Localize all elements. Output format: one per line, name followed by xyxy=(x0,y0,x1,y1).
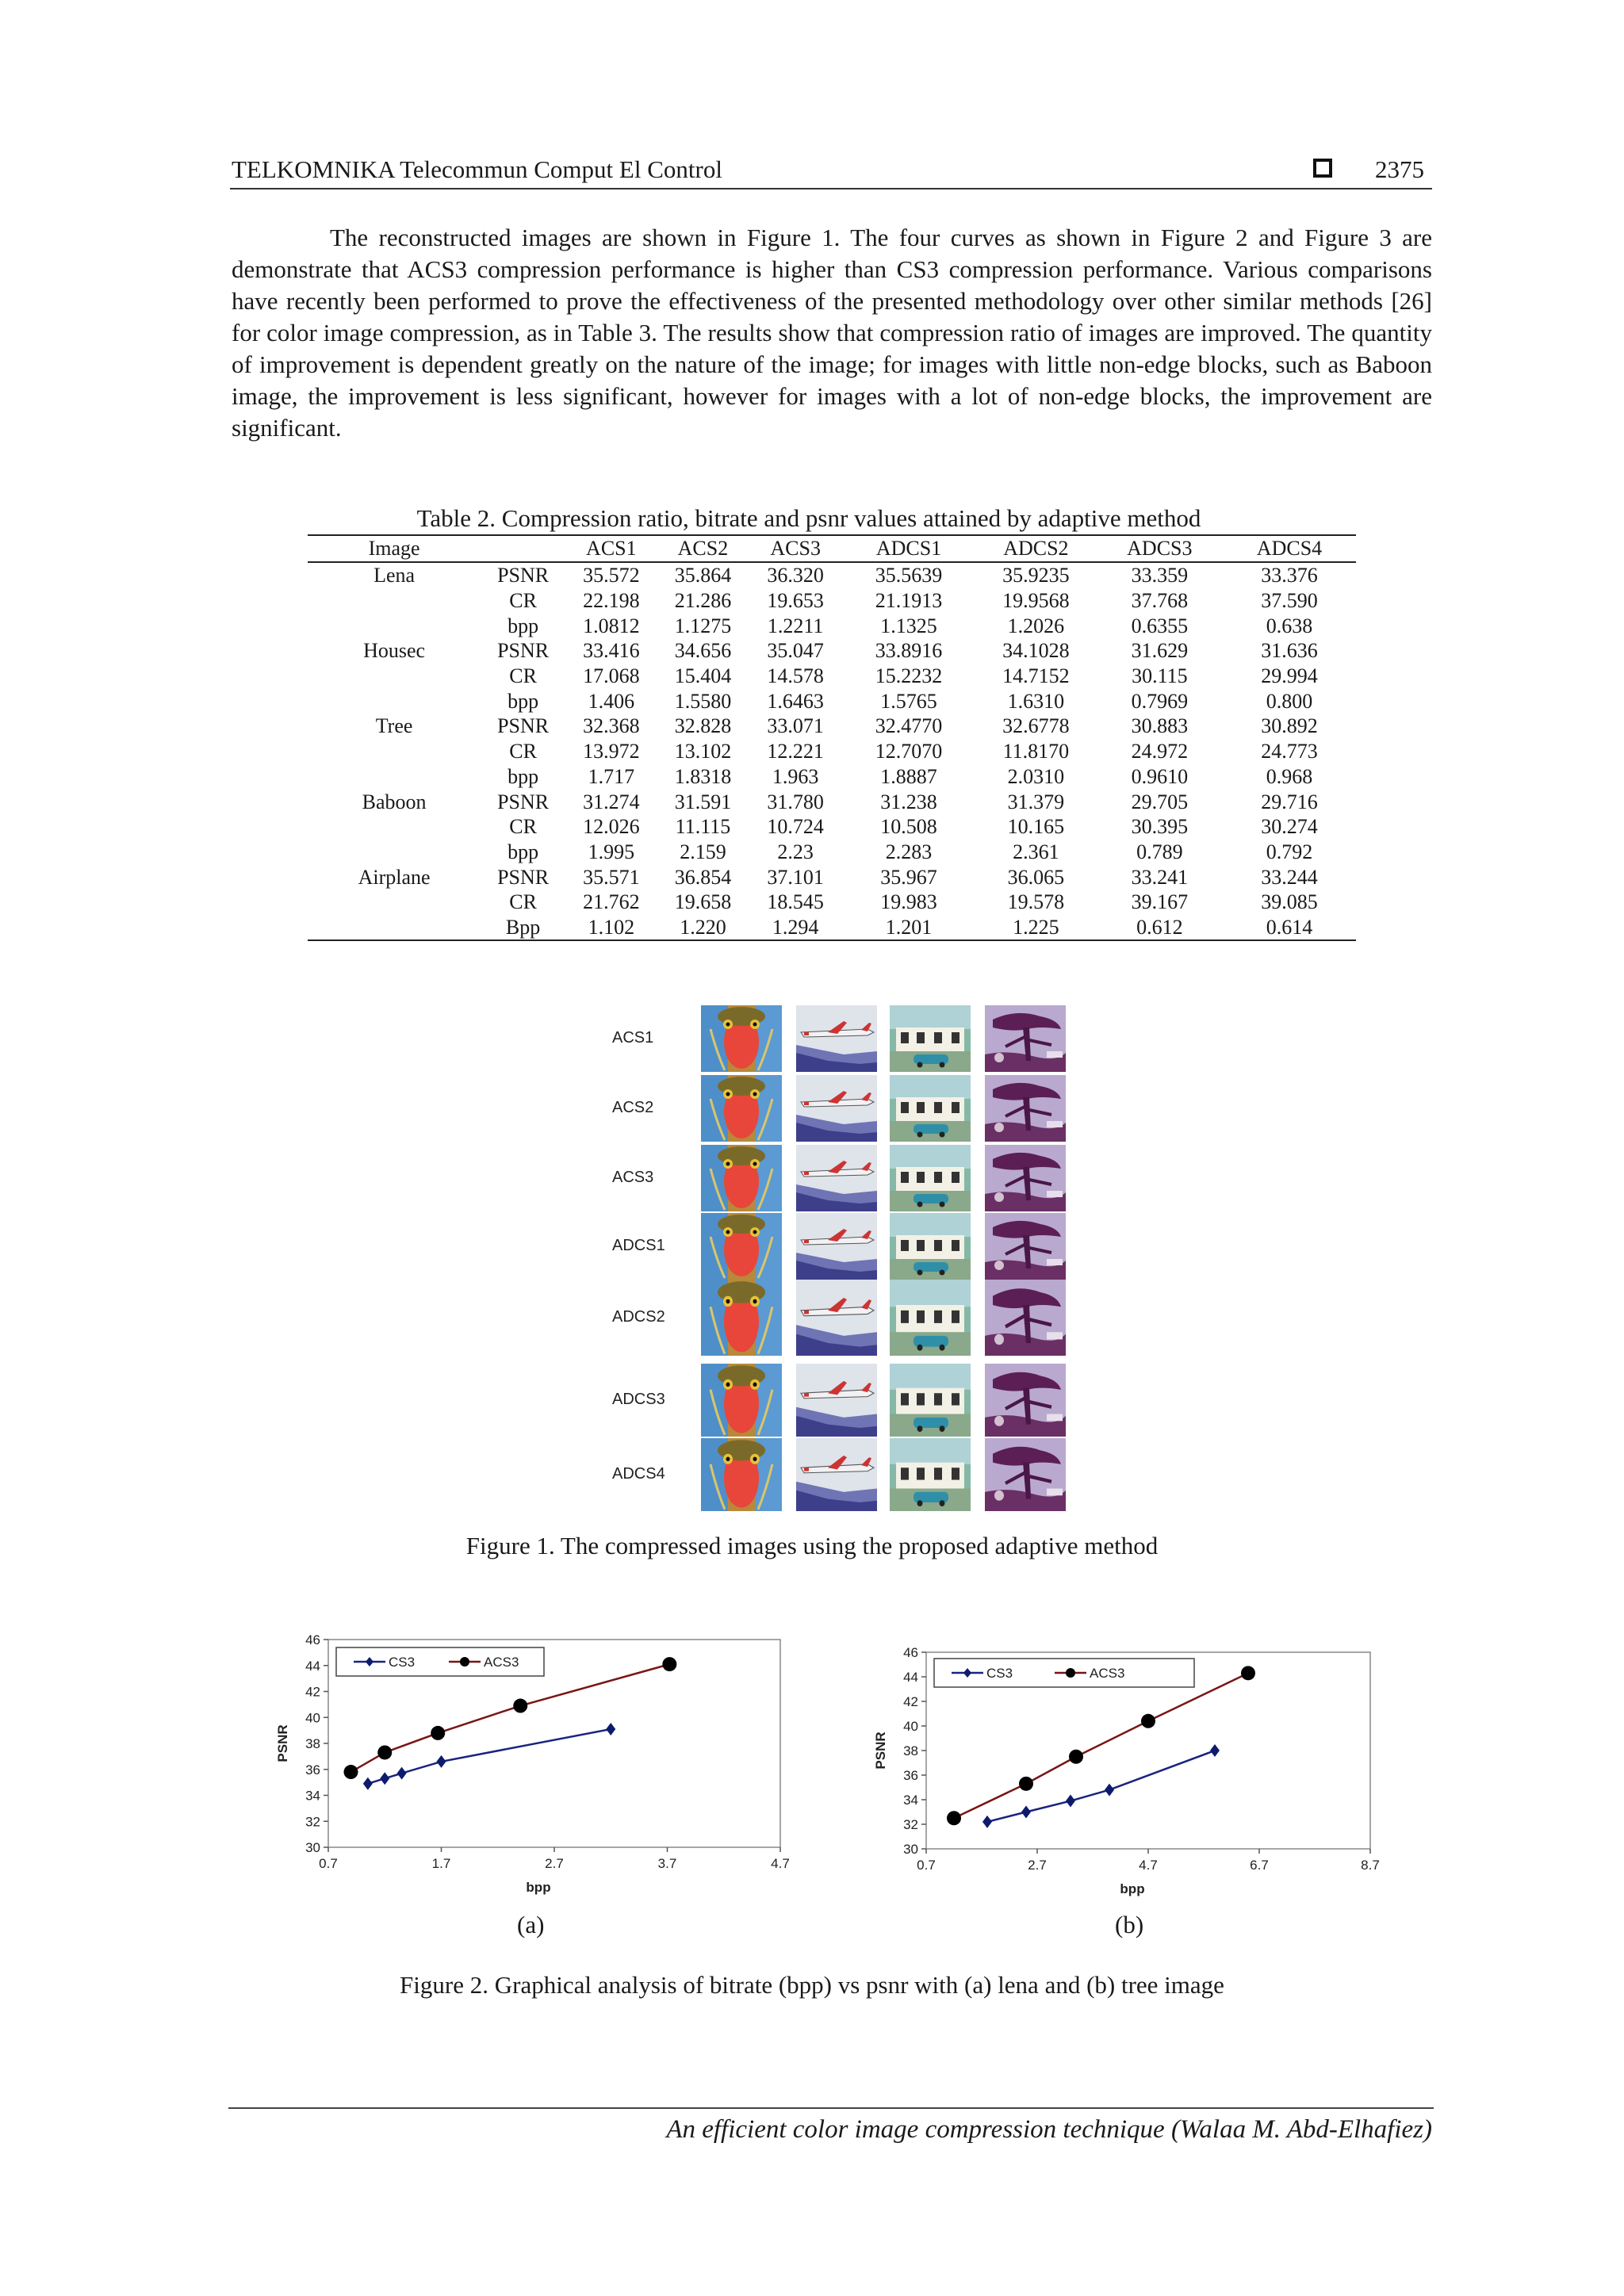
data-point-acs3 xyxy=(662,1657,676,1671)
table-cell: 33.8916 xyxy=(875,639,943,663)
table-cell xyxy=(308,814,481,840)
x-tick-label: 1.7 xyxy=(431,1856,451,1871)
table-cell: Housec xyxy=(363,639,426,663)
table-cell: 24.773 xyxy=(1261,740,1318,763)
table-cell: 31.629 xyxy=(1131,639,1189,663)
table-cell: 1.5765 xyxy=(880,689,937,713)
table-cell: bpp xyxy=(508,689,539,713)
table-header-cell: ADCS1 xyxy=(842,535,975,562)
table-cell: 33.244 xyxy=(1261,865,1318,889)
tree-thumbnail xyxy=(985,1213,1066,1280)
table-cell: 29.705 xyxy=(1131,790,1189,813)
table-cell: 35.967 xyxy=(880,865,937,889)
table-row xyxy=(308,688,1356,714)
table-row xyxy=(308,864,1356,890)
y-tick-label: 32 xyxy=(903,1817,918,1832)
x-tick-label: 3.7 xyxy=(657,1856,677,1871)
table-cell: 1.717 xyxy=(588,764,635,788)
table-cell: 35.5639 xyxy=(875,564,943,587)
baboon-thumbnail xyxy=(701,1438,782,1511)
table-cell xyxy=(308,764,481,790)
table-row xyxy=(308,638,1356,664)
table-cell: 1.8318 xyxy=(674,764,732,788)
y-tick-label: 30 xyxy=(305,1840,320,1855)
table-cell: 30.395 xyxy=(1131,815,1189,839)
table-cell: 1.995 xyxy=(588,840,635,863)
y-tick-label: 36 xyxy=(305,1762,320,1777)
subfigure-label-a: (a) xyxy=(517,1911,545,1938)
table-cell: 19.9568 xyxy=(1002,589,1070,613)
table-row xyxy=(308,814,1356,840)
table-cell xyxy=(308,890,481,915)
table-cell: 22.198 xyxy=(583,589,640,613)
table-row xyxy=(308,562,1356,588)
table-cell: 0.614 xyxy=(1223,915,1356,941)
table-cell: 0.612 xyxy=(1097,915,1223,941)
table-cell: 12.026 xyxy=(583,815,640,839)
table-cell: PSNR xyxy=(497,790,550,813)
paragraph: The reconstructed images are shown in Figure 1. The four curves as shown in Figure 2 and Figure 3 are demonstrate that ACS3 compression performance is higher than CS3 compression performance. Various comparisons have recently been performed to prove the effectiveness of the presented methodology over other similar methods [26] for color image compression, as in Table 3. The results show that compression ratio of images are improved. The quantity of improvement is dependent greatly on the nature of the image; for images with little non-edge blocks, such as Baboon image, the improvement is less significant, however for images with a lot of non-edge blocks, the improvement are significant. xyxy=(232,224,1432,442)
data-point-acs3 xyxy=(1069,1750,1083,1764)
table-cell: 1.220 xyxy=(657,915,749,941)
table-cell: 35.047 xyxy=(767,639,824,663)
table-cell: 19.658 xyxy=(674,890,732,914)
table-cell: 36.854 xyxy=(674,865,732,889)
y-tick-label: 30 xyxy=(903,1842,918,1857)
footer-divider xyxy=(228,2107,1434,2109)
table-caption-text: Table 2. Compression ratio, bitrate and psnr values attained by adaptive method xyxy=(416,504,1201,532)
table-header-cell: ACS3 xyxy=(749,535,842,562)
table-cell: PSNR xyxy=(497,714,550,738)
figure1-row-label: ADCS3 xyxy=(612,1391,665,1408)
table-cell: 2.159 xyxy=(680,840,726,863)
data-point-acs3 xyxy=(513,1699,527,1713)
subfigure-label-b: (b) xyxy=(1115,1911,1144,1938)
footer-text: An efficient color image compression technique (Walaa M. Abd-Elhafiez) xyxy=(666,2115,1432,2144)
legend-label: CS3 xyxy=(389,1655,416,1670)
table-cell xyxy=(308,739,481,764)
table-cell: 30.883 xyxy=(1131,714,1189,738)
table-row xyxy=(308,739,1356,764)
legend-label: CS3 xyxy=(986,1666,1013,1681)
table-row xyxy=(308,890,1356,915)
table-cell: 1.0812 xyxy=(583,614,640,637)
tree-thumbnail xyxy=(985,1145,1066,1211)
table-cell: 15.404 xyxy=(674,664,732,688)
figure2-caption: Figure 2. Graphical analysis of bitrate (bpp) vs psnr with (a) lena and (b) tree image xyxy=(400,1971,1224,1999)
table-caption xyxy=(0,504,1624,533)
baboon-thumbnail xyxy=(701,1213,782,1280)
tree-thumbnail xyxy=(985,1075,1066,1142)
square-bullet-icon xyxy=(1313,159,1332,178)
airplane-thumbnail xyxy=(796,1075,877,1142)
figure1-row-label: ACS2 xyxy=(612,1099,654,1116)
table-cell: 19.653 xyxy=(767,589,824,613)
table-cell: Tree xyxy=(375,714,413,738)
y-tick-label: 38 xyxy=(305,1736,320,1751)
legend-label: ACS3 xyxy=(1090,1666,1125,1681)
table-cell: 30.115 xyxy=(1132,664,1188,688)
table-cell: 1.102 xyxy=(565,915,657,941)
legend-marker xyxy=(460,1657,469,1667)
body-text xyxy=(232,222,1432,444)
table-cell: 1.225 xyxy=(975,915,1097,941)
table-cell: 1.201 xyxy=(842,915,975,941)
table-cell: 21.762 xyxy=(583,890,640,914)
y-tick-label: 42 xyxy=(903,1694,918,1709)
table-cell: 35.571 xyxy=(583,865,640,889)
baboon-thumbnail xyxy=(701,1145,782,1211)
x-tick-label: 2.7 xyxy=(545,1856,564,1871)
table-cell: 19.578 xyxy=(1007,890,1065,914)
table-cell xyxy=(308,588,481,614)
airplane-thumbnail xyxy=(796,1005,877,1072)
table-cell: 32.828 xyxy=(674,714,732,738)
table-cell: 31.238 xyxy=(880,790,937,813)
tree-thumbnail xyxy=(985,1280,1066,1356)
table-cell: 32.6778 xyxy=(1002,714,1070,738)
y-axis-label: PSNR xyxy=(873,1732,888,1770)
tree-thumbnail xyxy=(985,1364,1066,1437)
table-cell xyxy=(308,664,481,689)
legend-label: ACS3 xyxy=(484,1655,519,1670)
table-cell: 36.320 xyxy=(767,564,824,587)
data-point-acs3 xyxy=(1019,1777,1033,1791)
table-cell: 14.7152 xyxy=(1002,664,1070,688)
y-tick-label: 46 xyxy=(305,1632,320,1647)
table-cell: 30.274 xyxy=(1261,815,1318,839)
baboon-thumbnail xyxy=(701,1364,782,1437)
table-cell: 21.286 xyxy=(674,589,732,613)
y-axis-label: PSNR xyxy=(275,1724,290,1762)
table-cell: 31.379 xyxy=(1007,790,1065,813)
table-cell: 30.892 xyxy=(1261,714,1318,738)
table-row xyxy=(308,588,1356,614)
y-tick-label: 32 xyxy=(305,1814,320,1830)
table-cell: 24.972 xyxy=(1131,740,1189,763)
table-cell: 33.071 xyxy=(767,714,824,738)
table-cell: bpp xyxy=(508,614,539,637)
table-cell: 35.572 xyxy=(583,564,640,587)
table-cell: 11.115 xyxy=(675,815,731,839)
data-point-acs3 xyxy=(377,1745,392,1759)
house-thumbnail xyxy=(890,1145,971,1211)
table-cell: 10.724 xyxy=(767,815,824,839)
baboon-thumbnail xyxy=(701,1280,782,1356)
y-tick-label: 44 xyxy=(903,1670,918,1685)
table-cell: 37.101 xyxy=(767,865,824,889)
table-cell: 34.1028 xyxy=(1002,639,1070,663)
y-tick-label: 46 xyxy=(903,1645,918,1660)
data-point-acs3 xyxy=(1241,1666,1255,1680)
table-cell: 33.241 xyxy=(1131,865,1189,889)
x-tick-label: 8.7 xyxy=(1361,1858,1380,1873)
baboon-thumbnail xyxy=(701,1005,782,1072)
data-point-acs3 xyxy=(431,1726,445,1740)
y-tick-label: 34 xyxy=(903,1793,918,1808)
table-cell: 12.7070 xyxy=(875,740,943,763)
airplane-thumbnail xyxy=(796,1364,877,1437)
table-row xyxy=(308,915,1356,941)
table-cell: 18.545 xyxy=(767,890,824,914)
y-tick-label: 34 xyxy=(305,1788,320,1804)
x-tick-label: 0.7 xyxy=(917,1858,936,1873)
x-tick-label: 6.7 xyxy=(1250,1858,1269,1873)
table-cell: 33.376 xyxy=(1261,564,1318,587)
table-cell: 0.638 xyxy=(1266,614,1313,637)
figure1-row-label: ADCS4 xyxy=(612,1465,665,1483)
table-header-cell: Image xyxy=(308,535,481,562)
table-cell: Airplane xyxy=(358,865,431,889)
table-cell: 2.283 xyxy=(885,840,933,863)
table-cell: 2.0310 xyxy=(1007,764,1065,788)
chart-a xyxy=(270,1624,793,1909)
data-point-acs3 xyxy=(344,1765,358,1779)
table-cell: 14.578 xyxy=(767,664,824,688)
house-thumbnail xyxy=(890,1438,971,1511)
results-table xyxy=(308,534,1356,941)
house-thumbnail xyxy=(890,1213,971,1280)
chart-b xyxy=(864,1632,1388,1909)
x-axis-label: bpp xyxy=(1120,1881,1145,1896)
table-cell: bpp xyxy=(508,840,539,863)
journal-title: TELKOMNIKA Telecommun Comput El Control xyxy=(232,155,722,183)
table-cell: 1.1275 xyxy=(674,614,732,637)
x-tick-label: 4.7 xyxy=(1139,1858,1158,1873)
y-tick-label: 44 xyxy=(305,1658,320,1674)
table-header-cell: ADCS3 xyxy=(1097,535,1223,562)
table-cell: 29.716 xyxy=(1261,790,1318,813)
table-cell: 17.068 xyxy=(583,664,640,688)
table-row xyxy=(308,613,1356,638)
baboon-thumbnail xyxy=(701,1075,782,1142)
y-tick-label: 42 xyxy=(305,1684,320,1700)
table-cell: 0.9610 xyxy=(1131,764,1189,788)
table-cell: bpp xyxy=(508,764,539,788)
figure1-grid xyxy=(603,1005,1063,1500)
table-cell: 2.361 xyxy=(1013,840,1059,863)
y-tick-label: 40 xyxy=(903,1719,918,1734)
table-cell: 33.359 xyxy=(1131,564,1189,587)
table-cell: 1.963 xyxy=(772,764,819,788)
table-cell: PSNR xyxy=(497,865,550,889)
house-thumbnail xyxy=(890,1075,971,1142)
table-cell: 0.792 xyxy=(1266,840,1313,863)
page-number: 2375 xyxy=(1375,155,1424,183)
x-tick-label: 0.7 xyxy=(319,1856,338,1871)
table-cell: 1.8887 xyxy=(880,764,937,788)
table-cell: 15.2232 xyxy=(875,664,943,688)
table-cell: 31.274 xyxy=(583,790,640,813)
table-cell: 0.6355 xyxy=(1131,614,1189,637)
table-cell: 33.416 xyxy=(583,639,640,663)
table-row xyxy=(308,714,1356,739)
table-cell: CR xyxy=(509,664,537,688)
table-header-cell: ADCS4 xyxy=(1223,535,1356,562)
airplane-thumbnail xyxy=(796,1145,877,1211)
table-cell: 10.508 xyxy=(880,815,937,839)
table-cell xyxy=(308,840,481,865)
table-cell: 11.8170 xyxy=(1002,740,1070,763)
table-row xyxy=(308,840,1356,865)
figure1-row-label: ACS3 xyxy=(612,1169,654,1186)
table-cell: 35.9235 xyxy=(1002,564,1070,587)
table-cell: 1.406 xyxy=(588,689,635,713)
table-cell: PSNR xyxy=(497,564,550,587)
table-cell: 1.6463 xyxy=(767,689,824,713)
table-header-cell: ACS2 xyxy=(657,535,749,562)
y-tick-label: 38 xyxy=(903,1743,918,1758)
house-thumbnail xyxy=(890,1364,971,1437)
table-cell: 19.983 xyxy=(880,890,937,914)
table-cell: 1.5580 xyxy=(674,689,732,713)
table-cell: 35.864 xyxy=(674,564,732,587)
table-cell: 37.590 xyxy=(1261,589,1318,613)
table-cell: 10.165 xyxy=(1007,815,1065,839)
table-cell: 29.994 xyxy=(1261,664,1318,688)
table-cell: 32.4770 xyxy=(875,714,943,738)
table-cell: 1.1325 xyxy=(880,614,937,637)
table-cell: 1.294 xyxy=(749,915,842,941)
table-header-cell: ACS1 xyxy=(565,535,657,562)
table-cell: 0.789 xyxy=(1136,840,1183,863)
airplane-thumbnail xyxy=(796,1213,877,1280)
table-cell: 39.167 xyxy=(1131,890,1189,914)
table-cell: 31.780 xyxy=(767,790,824,813)
figure1-caption: Figure 1. The compressed images using the proposed adaptive method xyxy=(465,1532,1159,1559)
table-cell: Baboon xyxy=(362,790,427,813)
table-cell: 0.800 xyxy=(1266,689,1313,713)
table-cell xyxy=(308,688,481,714)
table-cell: CR xyxy=(509,815,537,839)
table-cell: 0.968 xyxy=(1266,764,1313,788)
table-cell: Bpp xyxy=(481,915,565,941)
table-cell: 31.591 xyxy=(674,790,732,813)
y-tick-label: 36 xyxy=(903,1768,918,1783)
data-point-acs3 xyxy=(947,1811,961,1825)
house-thumbnail xyxy=(890,1005,971,1072)
x-tick-label: 2.7 xyxy=(1028,1858,1047,1873)
table-cell: 1.2211 xyxy=(767,614,824,637)
table-cell: 21.1913 xyxy=(875,589,943,613)
table-cell: CR xyxy=(509,890,537,914)
tree-thumbnail xyxy=(985,1438,1066,1511)
data-point-acs3 xyxy=(1141,1714,1155,1728)
table-cell: 13.102 xyxy=(674,740,732,763)
table-cell: 2.23 xyxy=(777,840,814,863)
table-cell: 13.972 xyxy=(583,740,640,763)
table-header-cell: ADCS2 xyxy=(975,535,1097,562)
x-axis-label: bpp xyxy=(526,1880,551,1895)
figure1-row-label: ACS1 xyxy=(612,1029,654,1047)
table-row xyxy=(308,789,1356,814)
table-cell xyxy=(308,613,481,638)
legend-marker xyxy=(1066,1668,1075,1678)
table-cell: 37.768 xyxy=(1131,589,1189,613)
y-tick-label: 40 xyxy=(305,1710,320,1726)
table-cell: PSNR xyxy=(497,639,550,663)
table-cell: 1.2026 xyxy=(1007,614,1065,637)
table-cell: 32.368 xyxy=(583,714,640,738)
table-cell: 36.065 xyxy=(1007,865,1065,889)
table-cell: 1.6310 xyxy=(1007,689,1065,713)
figure1-row-label: ADCS2 xyxy=(612,1308,665,1326)
x-tick-label: 4.7 xyxy=(771,1856,790,1871)
airplane-thumbnail xyxy=(796,1280,877,1356)
house-thumbnail xyxy=(890,1280,971,1356)
table-cell: CR xyxy=(509,589,537,613)
table-cell xyxy=(308,915,481,941)
table-row xyxy=(308,664,1356,689)
table-cell: 39.085 xyxy=(1261,890,1318,914)
table-cell: 0.7969 xyxy=(1131,689,1189,713)
table-header-cell xyxy=(481,535,565,562)
table-cell: 12.221 xyxy=(767,740,824,763)
table-cell: CR xyxy=(509,740,537,763)
tree-thumbnail xyxy=(985,1005,1066,1072)
table-cell: Lena xyxy=(373,564,416,587)
airplane-thumbnail xyxy=(796,1438,877,1511)
table-row xyxy=(308,764,1356,790)
figure1-row-label: ADCS1 xyxy=(612,1237,665,1254)
header-divider xyxy=(230,188,1432,189)
table-cell: 34.656 xyxy=(674,639,732,663)
table-cell: 31.636 xyxy=(1261,639,1318,663)
